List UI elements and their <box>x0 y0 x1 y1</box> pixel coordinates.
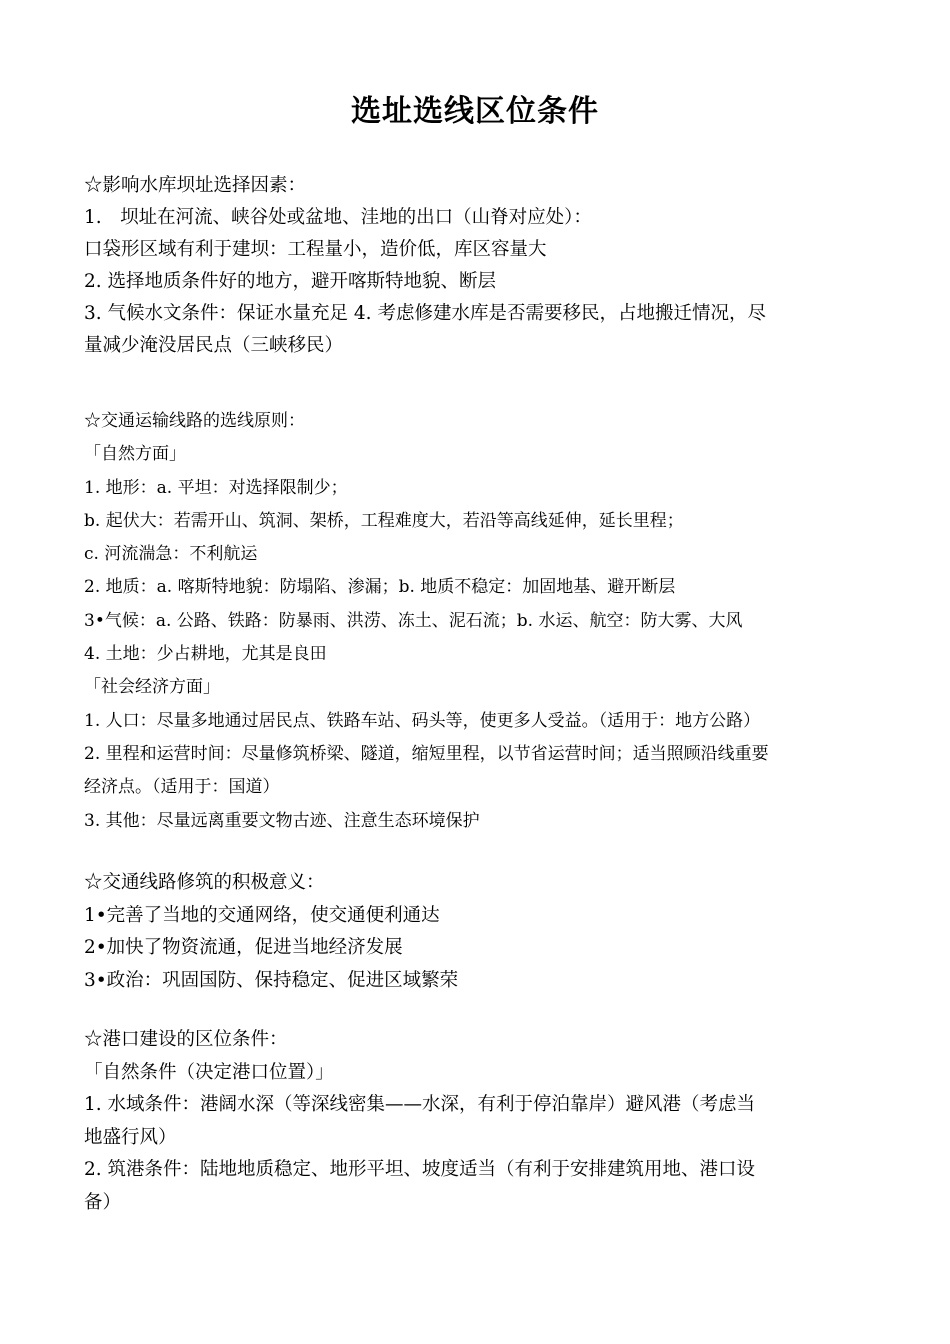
text-line: 1. 地形：a. 平坦：对选择限制少； <box>84 477 348 498</box>
text-line: 3•气候：a. 公路、铁路：防暴雨、洪涝、冻土、泥石流；b. 水运、航空：防大雾、大风 <box>84 610 743 631</box>
section-port <box>84 1024 874 1219</box>
text-line: 2. 地质：a. 喀斯特地貌：防塌陷、渗漏；b. 地质不稳定：加固地基、避开断层 <box>84 577 676 598</box>
subheading: 「社会经济方面」 <box>84 677 220 698</box>
text-line: 口袋形区域有利于建坝：工程量小，造价低，库区容量大 <box>84 239 547 260</box>
text-line: 3•政治：巩固国防、保持稳定、促进区域繁荣 <box>84 969 459 991</box>
section-significance <box>84 867 874 997</box>
text-line: 量减少淹没居民点（三峡移民） <box>84 335 344 356</box>
subheading: 「自然方面」 <box>84 444 186 465</box>
subheading: 「自然条件（决定港口位置）」 <box>84 1061 334 1083</box>
text-line: 2. 筑港条件：陆地地质稳定、地形平坦、坡度适当（有利于安排建筑用地、港口设 <box>84 1159 756 1180</box>
section-heading: ☆港口建设的区位条件： <box>84 1029 288 1050</box>
text-line: 经济点。（适用于：国道） <box>84 777 280 798</box>
text-line: 3. 气候水文条件：保证水量充足 4. 考虑修建水库是否需要移民，占地搬迁情况，尽 <box>84 303 766 324</box>
text-line: 1. 坝址在河流、峡谷处或盆地、洼地的出口（山脊对应处）： <box>84 207 592 228</box>
section-heading: ☆交通运输线路的选线原则： <box>84 411 305 431</box>
text-line: c. 河流湍急：不利航运 <box>84 544 258 565</box>
text-line: 1. 水域条件：港阔水深（等深线密集——水深，有利于停泊靠岸）避风港（考虑当 <box>84 1094 756 1115</box>
text-line: 2•加快了物资流通，促进当地经济发展 <box>84 937 403 958</box>
section-heading: ☆影响水库坝址选择因素： <box>84 175 307 196</box>
text-line: 2. 选择地质条件好的地方，避开喀斯特地貌、断层 <box>84 271 497 292</box>
text-line: 1•完善了当地的交通网络，使交通便利通达 <box>84 904 440 926</box>
page-title: 选址选线区位条件 <box>351 94 599 129</box>
text-line: 2. 里程和运营时间：尽量修筑桥梁、隧道，缩短里程，以节省运营时间；适当照顾沿线重要 <box>84 743 769 764</box>
text-line: 地盛行风） <box>84 1126 177 1148</box>
section-heading: ☆交通线路修筑的积极意义： <box>84 872 325 893</box>
text-line: 3. 其他：尽量远离重要文物古迹、注意生态环境保护 <box>84 810 480 831</box>
section-route <box>84 405 874 838</box>
text-line: 1. 人口：尽量多地通过居民点、铁路车站、码头等，使更多人受益。（适用于：地方公路） <box>84 710 761 731</box>
text-line: b. 起伏大：若需开山、筑洞、架桥，工程难度大，若沿等高线延伸，延长里程； <box>84 510 684 531</box>
text-line: 备） <box>84 1191 122 1213</box>
section-reservoir <box>84 170 874 362</box>
text-line: 4. 土地：少占耕地，尤其是良田 <box>84 644 327 665</box>
